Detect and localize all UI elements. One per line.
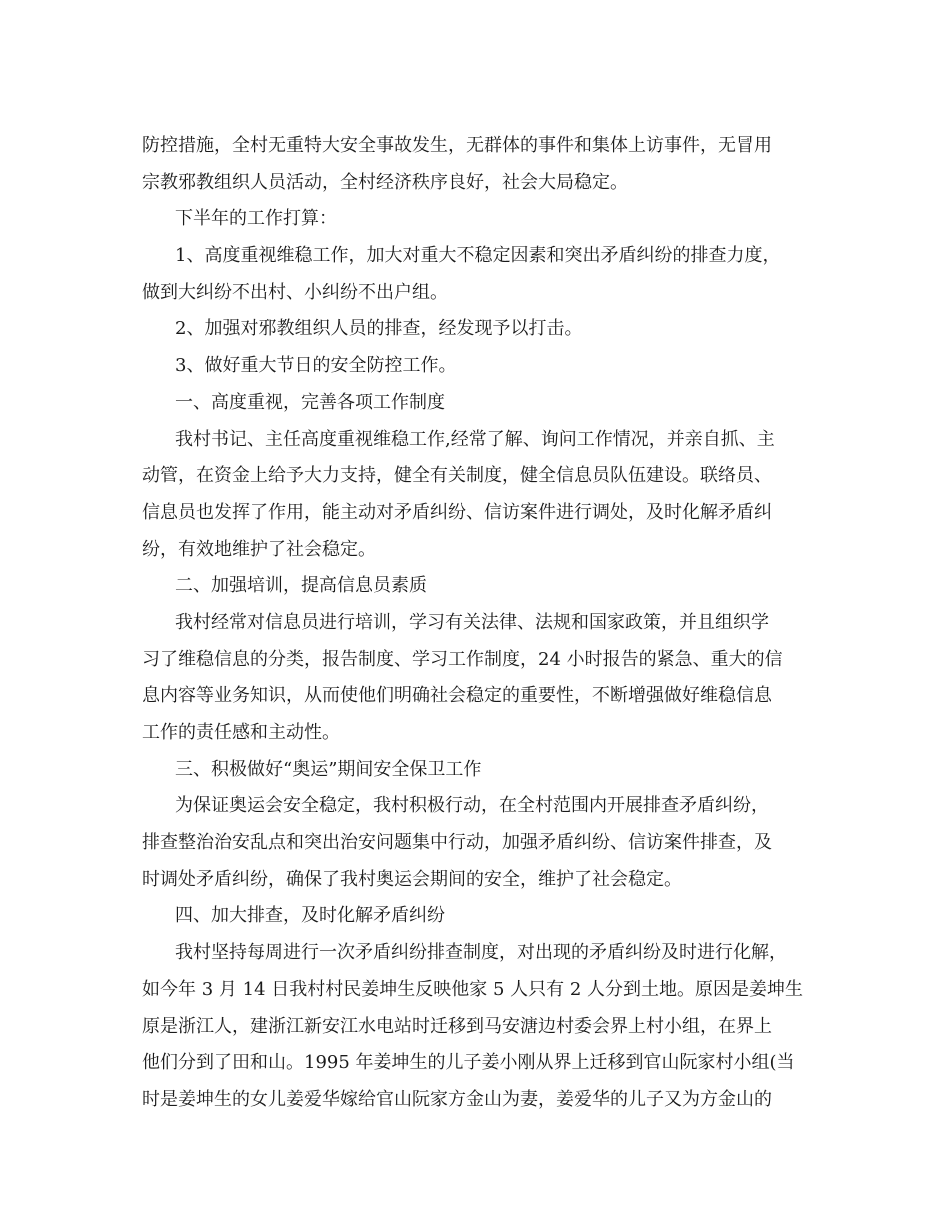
text-line: 习了维稳信息的分类，报告制度、学习工作制度，24 小时报告的紧急、重大的信 [142, 648, 783, 670]
text-line: 信息员也发挥了作用，能主动对矛盾纠纷、信访案件进行调处，及时化解矛盾纠 [142, 501, 772, 523]
section-heading: 四、加大排查，及时化解矛盾纠纷 [175, 905, 445, 927]
text-line: 时是姜坤生的女儿姜爱华嫁给官山阮家方金山为妻，姜爱华的儿子又为方金山的 [142, 1088, 772, 1110]
text-line: 时调处矛盾纠纷，确保了我村奥运会期间的安全，维护了社会稳定。 [142, 868, 682, 890]
text-line: 原是浙江人，建浙江新安江水电站时迁移到马安溏边村委会界上村小组，在界上 [142, 1015, 772, 1037]
section-heading: 一、高度重视，完善各项工作制度 [175, 391, 445, 413]
section-heading: 二、加强培训，提高信息员素质 [175, 575, 427, 597]
list-item: 3、做好重大节日的安全防控工作。 [175, 355, 457, 377]
text-line: 宗教邪教组织人员活动，全村经济秩序良好，社会大局稳定。 [142, 171, 628, 193]
text-line: 工作的责任感和主动性。 [142, 722, 340, 743]
paragraph-start: 我村书记、主任高度重视维稳工作,经常了解、询问工作情况，并亲自抓、主 [175, 428, 775, 450]
paragraph-start: 我村经常对信息员进行培训，学习有关法律、法规和国家政策，并且组织学 [175, 611, 769, 633]
text-line: 做到大纠纷不出村、小纠纷不出户组。 [142, 281, 448, 303]
text-line: 动管，在资金上给予大力支持，健全有关制度，健全信息员队伍建设。联络员、 [142, 465, 772, 487]
text-line: 如今年 3 月 14 日我村村民姜坤生反映他家 5 人只有 2 人分到土地。原因是姜坤生 [142, 978, 804, 1000]
document-body [142, 128, 814, 1119]
text-line: 息内容等业务知识，从而使他们明确社会稳定的重要性，不断增强做好维稳信息 [142, 685, 772, 707]
paragraph-start: 我村坚持每周进行一次矛盾纠纷排查制度，对出现的矛盾纠纷及时进行化解， [175, 942, 787, 964]
text-line: 他们分到了田和山。1995 年姜坤生的儿子姜小刚从界上迁移到官山阮家村小组(当 [142, 1052, 795, 1074]
section-heading: 下半年的工作打算： [175, 208, 337, 230]
list-item: 1、高度重视维稳工作，加大对重大不稳定因素和突出矛盾纠纷的排查力度， [175, 245, 781, 267]
list-item: 2、加强对邪教组织人员的排查，经发现予以打击。 [175, 318, 583, 340]
text-line: 防控措施，全村无重特大安全事故发生，无群体的事件和集体上访事件，无冒用 [142, 135, 772, 156]
text-line: 排查整治治安乱点和突出治安问题集中行动，加强矛盾纠纷、信访案件排查，及 [142, 832, 772, 854]
paragraph-start: 为保证奥运会安全稳定，我村积极行动，在全村范围内开展排查矛盾纠纷， [175, 795, 769, 817]
text-line: 纷，有效地维护了社会稳定。 [142, 538, 376, 560]
section-heading: 三、积极做好“奥运”期间安全保卫工作 [175, 758, 482, 780]
